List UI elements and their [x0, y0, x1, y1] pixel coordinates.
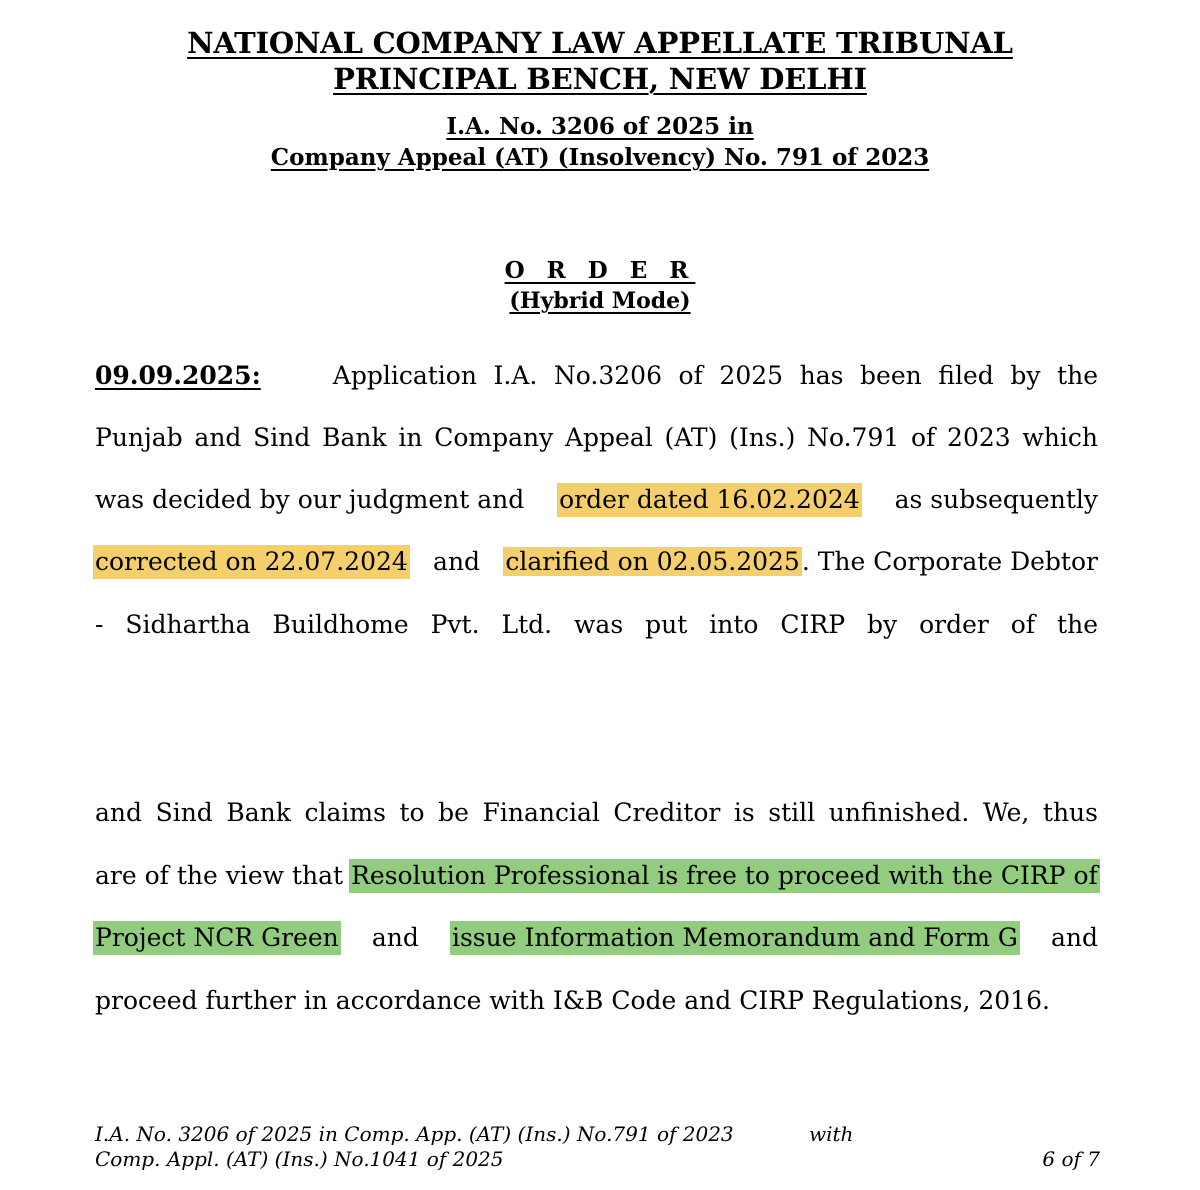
paragraph-line-3: was decided by our judgment and order dated 16.02.2024 as subsequently: [95, 483, 1098, 517]
page-number: 6 of 7: [1042, 1147, 1100, 1171]
footer-line-2: Comp. Appl. (AT) (Ins.) No.1041 of 2025 6 of 7: [95, 1147, 1100, 1171]
case-number-line2: Company Appeal (AT) (Insolvency) No. 791 of 2023: [270, 144, 930, 171]
order-title: O R D E R: [504, 257, 696, 284]
highlight-information-memorandum: issue Information Memorandum and Form G: [450, 921, 1020, 955]
paragraph-line-4: corrected on 22.07.2024 and clarified on 02.05.2025. The Corporate Debtor: [95, 545, 1098, 579]
hearing-mode: (Hybrid Mode): [509, 288, 691, 314]
highlight-resolution-professional: Resolution Professional is free to proceed with the CIRP of: [349, 859, 1100, 893]
order-heading: [0, 257, 1200, 284]
highlight-order-date: order dated 16.02.2024: [557, 483, 862, 517]
paragraph-line-7: are of the view that Resolution Professional is free to proceed with the CIRP of: [95, 859, 1098, 893]
paragraph-line-9: proceed further in accordance with I&B Code and CIRP Regulations, 2016.: [95, 986, 1050, 1015]
case-number-line1: I.A. No. 3206 of 2025 in: [446, 113, 754, 140]
bench-title: PRINCIPAL BENCH, NEW DELHI: [333, 62, 867, 96]
paragraph-line-1: 09.09.2025: Application I.A. No.3206 of 2025 has been filed by the: [95, 359, 1098, 393]
paragraph-line-8: Project NCR Green and issue Information Memorandum and Form G and: [95, 921, 1098, 955]
order-date: 09.09.2025:: [95, 361, 261, 390]
tribunal-title: NATIONAL COMPANY LAW APPELLATE TRIBUNAL: [187, 26, 1013, 60]
footer-line-1: I.A. No. 3206 of 2025 in Comp. App. (AT) (Ins.) No.791 of 2023 with: [95, 1122, 854, 1146]
highlight-clarified-date: clarified on 02.05.2025: [505, 547, 800, 576]
highlight-corrected-date: corrected on 22.07.2024: [93, 545, 410, 579]
paragraph-line-2: Punjab and Sind Bank in Company Appeal (AT) (Ins.) No.791 of 2023 which: [95, 423, 1098, 452]
paragraph-line-5: - Sidhartha Buildhome Pvt. Ltd. was put into CIRP by order of the: [95, 610, 1098, 639]
paragraph-line-6: and Sind Bank claims to be Financial Creditor is still unfinished. We, thus: [95, 798, 1098, 827]
highlight-project-ncr-green: Project NCR Green: [93, 921, 341, 955]
footer-with: with: [809, 1122, 854, 1146]
